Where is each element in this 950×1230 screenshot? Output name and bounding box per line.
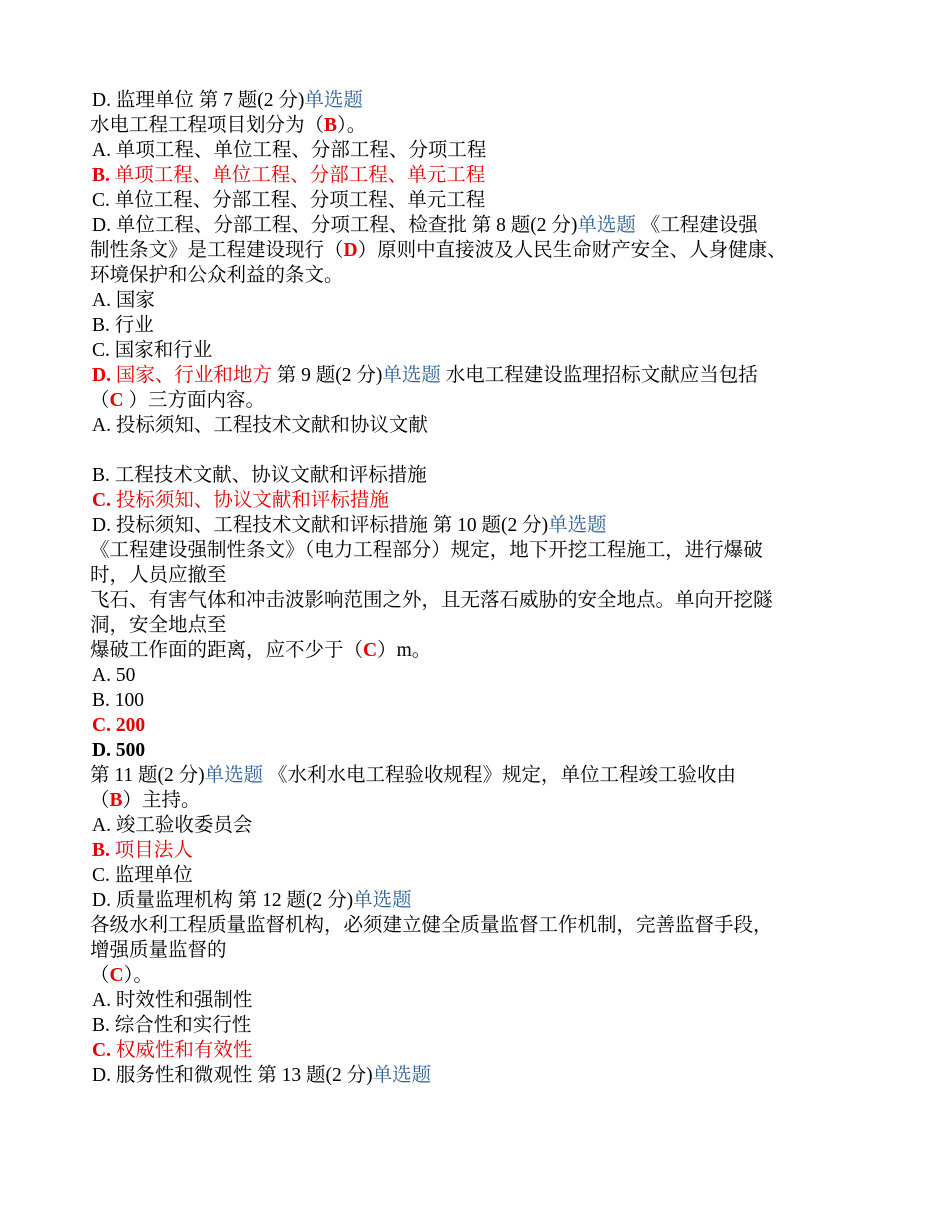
question-type-label: 单选题: [372, 1065, 432, 1086]
question-type-label: 单选题: [382, 365, 441, 386]
option-line: A. 竣工验收委员会: [92, 815, 253, 836]
question-stem: 增强质量监督的: [90, 940, 227, 961]
answer-marker: B: [324, 115, 338, 136]
option-line: A. 国家: [92, 290, 155, 311]
correct-option-line: B. 项目法人: [92, 840, 193, 861]
question-stem: 各级水利工程质量监督机构，必须建立健全质量监督工作机制，完善监督手段，: [90, 915, 773, 936]
question-header: 第 11 题(2 分)单选题 《水利水电工程验收规程》规定，单位工程竣工验收由: [90, 765, 737, 786]
option-line: A. 50: [92, 665, 136, 686]
question-stem: 《工程建设强制性条文》（电力工程部分）规定，地下开挖工程施工，进行爆破: [90, 540, 763, 561]
answer-marker: B: [109, 790, 123, 811]
question-stem: 洞，安全地点至: [90, 615, 227, 636]
option-line: D. 监理单位 第 7 题(2 分)单选题: [92, 90, 363, 111]
correct-option-line: C. 投标须知、协议文献和评标措施: [92, 490, 389, 511]
blank-line: [90, 438, 870, 463]
question-stem: （C）。: [90, 965, 153, 986]
document-body: [90, 88, 870, 1088]
option-line: D. 投标须知、工程技术文献和评标措施 第 10 题(2 分)单选题: [92, 515, 607, 536]
option-line: D. 500: [92, 740, 146, 761]
option-line: B. 工程技术文献、协议文献和评标措施: [92, 465, 427, 486]
correct-option-line: D. 国家、行业和地方 第 9 题(2 分)单选题 水电工程建设监理招标文献应当包括: [92, 365, 758, 386]
question-stem: 环境保护和公众利益的条文。: [90, 265, 344, 286]
option-line: C. 国家和行业: [92, 340, 213, 361]
question-type-label: 单选题: [548, 515, 607, 536]
question-stem: 爆破工作面的距离，应不少于（C）m。: [90, 640, 432, 661]
answer-marker: C: [109, 390, 124, 411]
option-line: D. 质量监理机构 第 12 题(2 分)单选题: [92, 890, 412, 911]
answer-marker: C: [363, 640, 378, 661]
question-stem: （C ）三方面内容。: [90, 390, 265, 411]
option-line: D. 单位工程、分部工程、分项工程、检查批 第 8 题(2 分)单选题 《工程建设强: [92, 215, 758, 236]
question-type-label: 单选题: [577, 215, 636, 236]
answer-marker: D: [343, 240, 358, 261]
option-line: D. 服务性和微观性 第 13 题(2 分)单选题: [92, 1065, 432, 1086]
option-line: A. 投标须知、工程技术文献和协议文献: [92, 415, 428, 436]
correct-option-line: C. 200: [92, 715, 146, 736]
option-line: B. 综合性和实行性: [92, 1015, 252, 1036]
question-stem: 水电工程工程项目划分为（B）。: [90, 115, 367, 136]
option-line: B. 100: [92, 690, 145, 711]
question-type-label: 单选题: [204, 765, 264, 786]
option-line: A. 单项工程、单位工程、分部工程、分项工程: [92, 140, 487, 161]
correct-option-line: C. 权威性和有效性: [92, 1040, 253, 1061]
option-line: A. 时效性和强制性: [92, 990, 253, 1011]
question-type-label: 单选题: [304, 90, 363, 111]
answer-marker: C: [109, 965, 124, 986]
correct-option-line: B. 单项工程、单位工程、分部工程、单元工程: [92, 165, 486, 186]
question-stem: 制性条文》是工程建设现行（D）原则中直接波及人民生命财产安全、人身健康、: [90, 240, 787, 261]
question-stem: （B）主持。: [90, 790, 201, 811]
question-stem: 飞石、有害气体和冲击波影响范围之外，且无落石威胁的安全地点。单向开挖隧: [90, 590, 773, 611]
option-line: C. 单位工程、分部工程、分项工程、单元工程: [92, 190, 486, 211]
question-type-label: 单选题: [353, 890, 412, 911]
question-stem: 时，人员应撤至: [90, 565, 227, 586]
option-line: C. 监理单位: [92, 865, 193, 886]
option-line: B. 行业: [92, 315, 154, 336]
